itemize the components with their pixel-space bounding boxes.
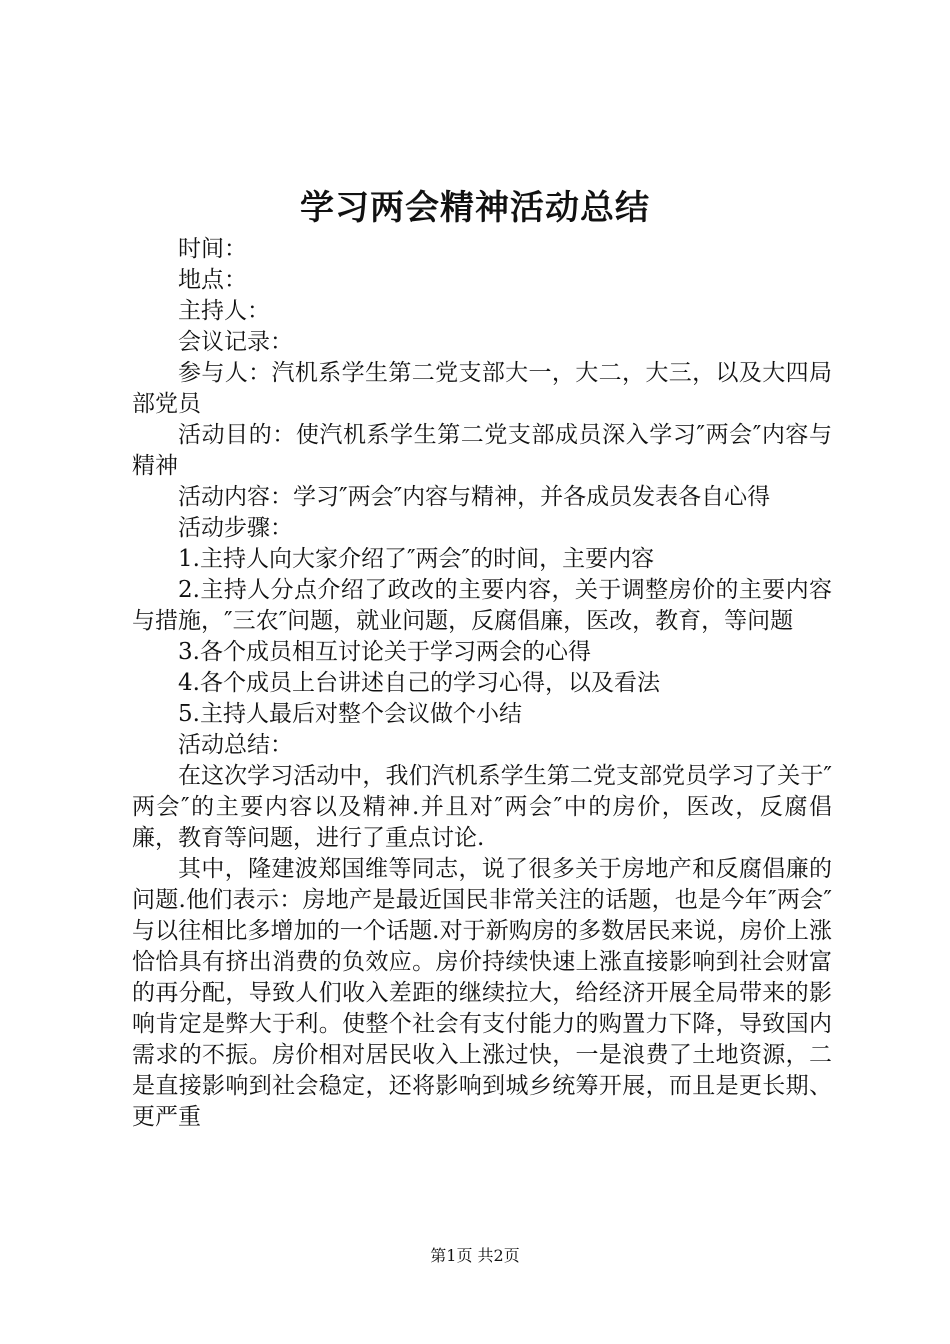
paragraph-step-1: 1.主持人向大家介绍了″两会″的时间，主要内容: [178, 546, 655, 572]
paragraph-host: 主持人：: [178, 298, 270, 324]
paragraph-summary-1: 在这次学习活动中，我们汽机系学生第二党支部党员学习了关于″两会″的主要内容以及精神.并且对″两会″中的房价，医改，反腐倡廉，教育等问题，进行了重点讨论.: [132, 763, 832, 851]
paragraph-meeting-record: 会议记录：: [178, 329, 293, 355]
paragraph-summary-2: 其中，隆建波郑国维等同志，说了很多关于房地产和反腐倡廉的问题.他们表示：房地产是最近国民非常关注的话题，也是今年″两会″与以往相比多增加的一个话题.对于新购房的多数居民来说，房价上涨恰恰具有挤出消费的负效应。房价持续快速上涨直接影响到社会财富的再分配，导致人们收入差距的继续拉大，给经济开展全局带来的影响肯定是弊大于利。使整个社会有支付能力的购置力下降，导致国内需求的不振。房价相对居民收入上涨过快，一是浪费了土地资源，二是直接影响到社会稳定，还将影响到城乡统筹开展，而且是更长期、更严重: [132, 856, 832, 1130]
page-number-footer: 第1页 共2页: [430, 1246, 520, 1265]
paragraph-steps-heading: 活动步骤：: [178, 515, 293, 541]
document-title: 学习两会精神活动总结: [300, 188, 650, 228]
paragraph-participants: 参与人：汽机系学生第二党支部大一，大二，大三，以及大四局部党员: [132, 360, 832, 417]
paragraph-step-2: 2.主持人分点介绍了政改的主要内容，关于调整房价的主要内容与措施，″三农″问题，就业问题，反腐倡廉，医改，教育，等问题: [132, 577, 832, 634]
paragraph-purpose: 活动目的：使汽机系学生第二党支部成员深入学习″两会″内容与精神: [132, 422, 832, 479]
document-body: [132, 234, 832, 1133]
paragraph-summary-heading: 活动总结：: [178, 732, 293, 758]
paragraph-time: 时间：: [178, 236, 247, 262]
paragraph-step-5: 5.主持人最后对整个会议做个小结: [178, 701, 522, 727]
paragraph-step-3: 3.各个成员相互讨论关于学习两会的心得: [178, 639, 591, 665]
paragraph-step-4: 4.各个成员上台讲述自己的学习心得，以及看法: [178, 670, 660, 696]
paragraph-location: 地点：: [178, 267, 247, 293]
paragraph-content: 活动内容：学习″两会″内容与精神，并各成员发表各自心得: [178, 484, 771, 510]
